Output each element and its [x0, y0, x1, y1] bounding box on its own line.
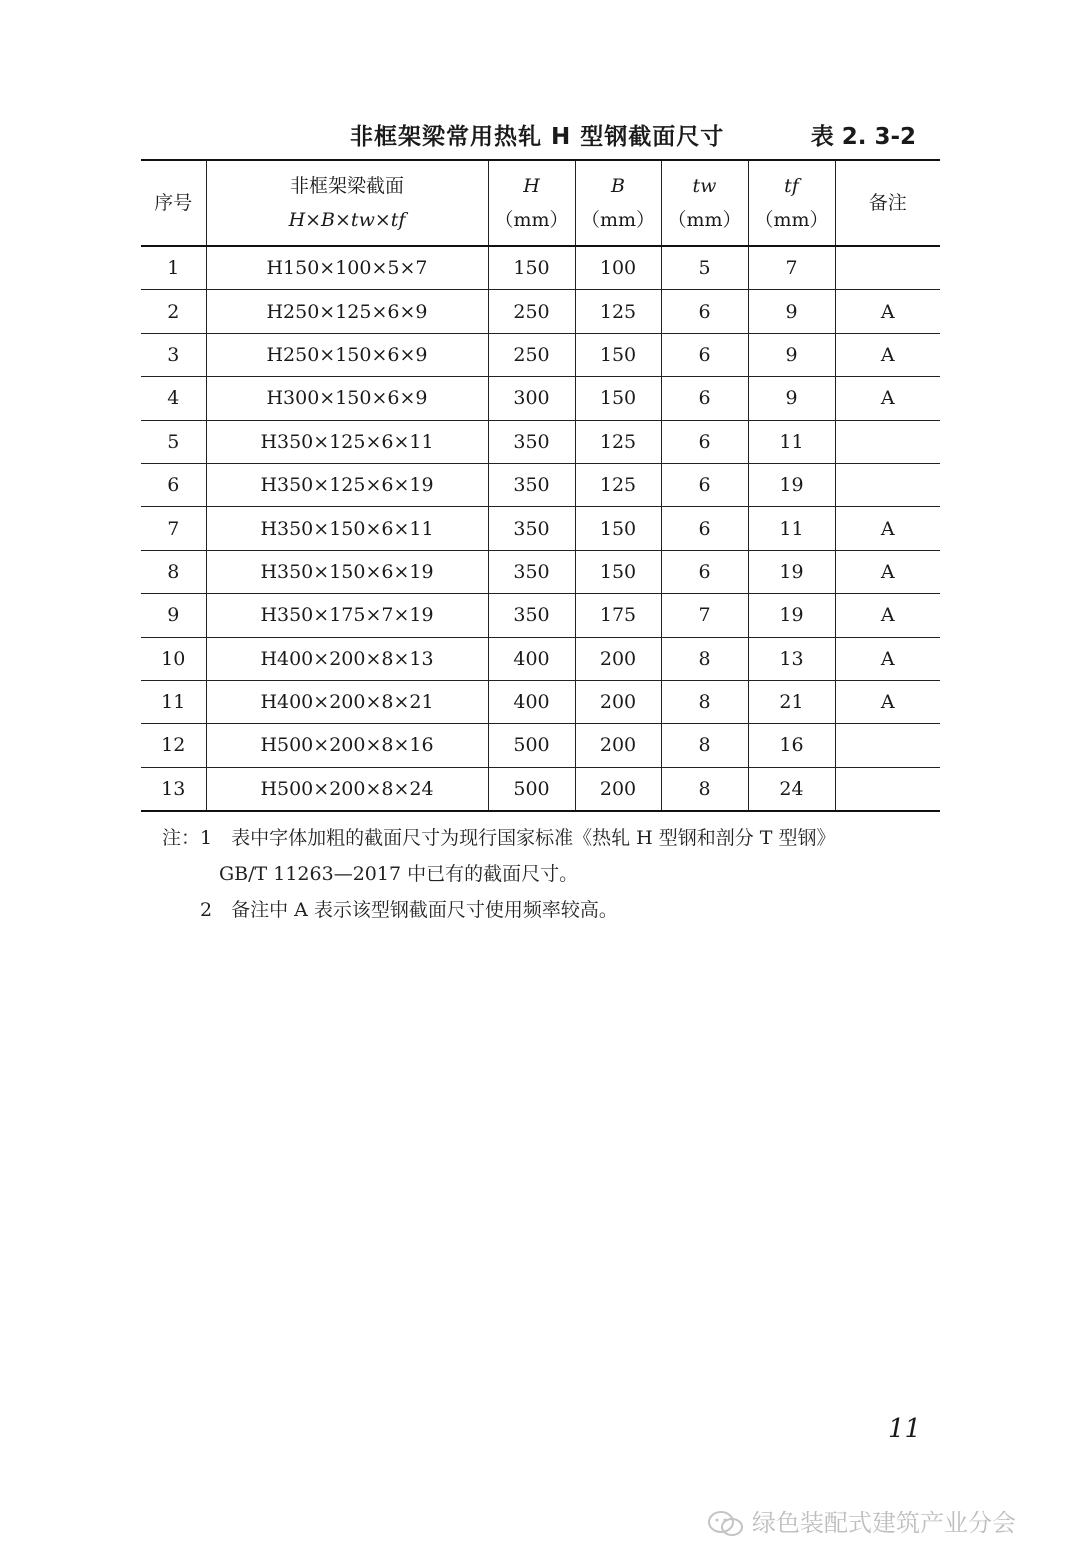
cell-H: 350	[488, 420, 575, 463]
cell-remark: A	[835, 290, 940, 333]
cell-tw: 8	[661, 767, 748, 811]
header-section	[206, 160, 488, 246]
note-2: 2 备注中 A 表示该型钢截面尺寸使用频率较高。	[162, 899, 618, 921]
cell-tw: 6	[661, 377, 748, 420]
table-row	[141, 333, 940, 376]
cell-H: 500	[488, 767, 575, 811]
cell-section: H400×200×8×13	[206, 637, 488, 680]
table-row	[141, 724, 940, 767]
cell-H: 350	[488, 463, 575, 506]
table-body	[141, 246, 940, 811]
cell-B: 150	[575, 507, 661, 550]
cell-remark: A	[835, 680, 940, 723]
header-B-label: B	[611, 175, 625, 197]
cell-tf: 19	[748, 550, 835, 593]
cell-tf: 24	[748, 767, 835, 811]
cell-section: H350×175×7×19	[206, 594, 488, 637]
cell-H: 400	[488, 680, 575, 723]
cell-tf: 9	[748, 290, 835, 333]
cell-tw: 8	[661, 637, 748, 680]
cell-section: H350×125×6×19	[206, 463, 488, 506]
cell-B: 125	[575, 463, 661, 506]
cell-tf: 21	[748, 680, 835, 723]
cell-remark: A	[835, 377, 940, 420]
cell-remark: A	[835, 550, 940, 593]
cell-section: H500×200×8×24	[206, 767, 488, 811]
header-section-line1: 非框架梁截面	[289, 175, 404, 197]
cell-H: 250	[488, 290, 575, 333]
cell-H: 300	[488, 377, 575, 420]
cell-tw: 6	[661, 333, 748, 376]
cell-B: 200	[575, 724, 661, 767]
cell-tw: 6	[661, 463, 748, 506]
cell-remark: A	[835, 333, 940, 376]
cell-H: 150	[488, 246, 575, 290]
table-row	[141, 507, 940, 550]
cell-section: H350×150×6×19	[206, 550, 488, 593]
cell-H: 400	[488, 637, 575, 680]
cell-B: 175	[575, 594, 661, 637]
note-1-cont: GB/T 11263—2017 中已有的截面尺寸。	[162, 863, 579, 885]
table-notes	[162, 820, 962, 928]
cell-remark	[835, 246, 940, 290]
table-row	[141, 463, 940, 506]
cell-idx: 2	[141, 290, 206, 333]
cell-section: H250×125×6×9	[206, 290, 488, 333]
cell-B: 150	[575, 377, 661, 420]
cell-remark: A	[835, 594, 940, 637]
table-row	[141, 550, 940, 593]
cell-H: 500	[488, 724, 575, 767]
cell-idx: 4	[141, 377, 206, 420]
cell-tf: 9	[748, 377, 835, 420]
cell-idx: 3	[141, 333, 206, 376]
cell-tw: 8	[661, 724, 748, 767]
cell-H: 350	[488, 550, 575, 593]
watermark	[706, 1503, 1016, 1539]
table-header-row	[141, 160, 940, 246]
cell-section: H500×200×8×16	[206, 724, 488, 767]
cell-B: 125	[575, 290, 661, 333]
header-H	[488, 160, 575, 246]
cell-section: H350×125×6×11	[206, 420, 488, 463]
header-section-line2: H×B×tw×tf	[288, 209, 406, 231]
cell-remark	[835, 724, 940, 767]
cell-tf: 9	[748, 333, 835, 376]
cell-B: 150	[575, 333, 661, 376]
wechat-icon	[706, 1509, 746, 1539]
table-row	[141, 377, 940, 420]
cell-H: 350	[488, 594, 575, 637]
header-B-unit: （mm）	[580, 209, 656, 231]
cell-B: 125	[575, 420, 661, 463]
cell-tw: 5	[661, 246, 748, 290]
cell-tf: 19	[748, 463, 835, 506]
header-H-unit: （mm）	[494, 209, 569, 231]
cell-idx: 8	[141, 550, 206, 593]
cell-tw: 6	[661, 550, 748, 593]
header-H-label: H	[523, 175, 540, 197]
cell-B: 200	[575, 637, 661, 680]
cell-tw: 7	[661, 594, 748, 637]
cell-idx: 9	[141, 594, 206, 637]
table-row	[141, 290, 940, 333]
cell-remark: A	[835, 637, 940, 680]
header-tw-unit: （mm）	[667, 209, 742, 231]
table-row	[141, 680, 940, 723]
cell-section: H150×100×5×7	[206, 246, 488, 290]
table-row	[141, 594, 940, 637]
table-row	[141, 637, 940, 680]
cell-idx: 10	[141, 637, 206, 680]
watermark-text: 绿色装配式建筑产业分会	[752, 1509, 1016, 1537]
cell-tf: 7	[748, 246, 835, 290]
cell-B: 100	[575, 246, 661, 290]
cell-remark	[835, 463, 940, 506]
header-tw	[661, 160, 748, 246]
table-title-row	[140, 118, 940, 154]
cell-remark	[835, 767, 940, 811]
cell-tw: 6	[661, 507, 748, 550]
cell-section: H250×150×6×9	[206, 333, 488, 376]
cell-H: 250	[488, 333, 575, 376]
cell-tf: 11	[748, 420, 835, 463]
cell-idx: 5	[141, 420, 206, 463]
header-tf-label: tf	[784, 175, 799, 197]
cell-B: 150	[575, 550, 661, 593]
cell-tf: 19	[748, 594, 835, 637]
table-row	[141, 246, 940, 290]
cell-tw: 6	[661, 420, 748, 463]
table-title: 非框架梁常用热轧 H 型钢截面尺寸	[350, 124, 725, 150]
cell-tf: 11	[748, 507, 835, 550]
header-remark: 备注	[835, 160, 940, 246]
cell-tf: 16	[748, 724, 835, 767]
cell-idx: 11	[141, 680, 206, 723]
cell-B: 200	[575, 767, 661, 811]
note-1: 注：1 表中字体加粗的截面尺寸为现行国家标准《热轧 H 型钢和剖分 T 型钢》	[162, 827, 836, 849]
header-index: 序号	[141, 160, 206, 246]
cell-tw: 8	[661, 680, 748, 723]
cell-section: H350×150×6×11	[206, 507, 488, 550]
cell-idx: 13	[141, 767, 206, 811]
cell-idx: 6	[141, 463, 206, 506]
cell-section: H400×200×8×21	[206, 680, 488, 723]
table-row	[141, 767, 940, 811]
header-tf-unit: （mm）	[754, 209, 829, 231]
header-tf	[748, 160, 835, 246]
header-B	[575, 160, 661, 246]
cell-idx: 12	[141, 724, 206, 767]
cell-B: 200	[575, 680, 661, 723]
cell-section: H300×150×6×9	[206, 377, 488, 420]
header-tw-label: tw	[692, 175, 717, 197]
table-row	[141, 420, 940, 463]
cell-remark: A	[835, 507, 940, 550]
cell-remark	[835, 420, 940, 463]
cell-H: 350	[488, 507, 575, 550]
cell-tw: 6	[661, 290, 748, 333]
h-beam-table	[141, 159, 940, 812]
page-number: 11	[888, 1414, 922, 1444]
cell-tf: 13	[748, 637, 835, 680]
cell-idx: 7	[141, 507, 206, 550]
table-number: 表 2. 3-2	[810, 124, 916, 150]
cell-idx: 1	[141, 246, 206, 290]
